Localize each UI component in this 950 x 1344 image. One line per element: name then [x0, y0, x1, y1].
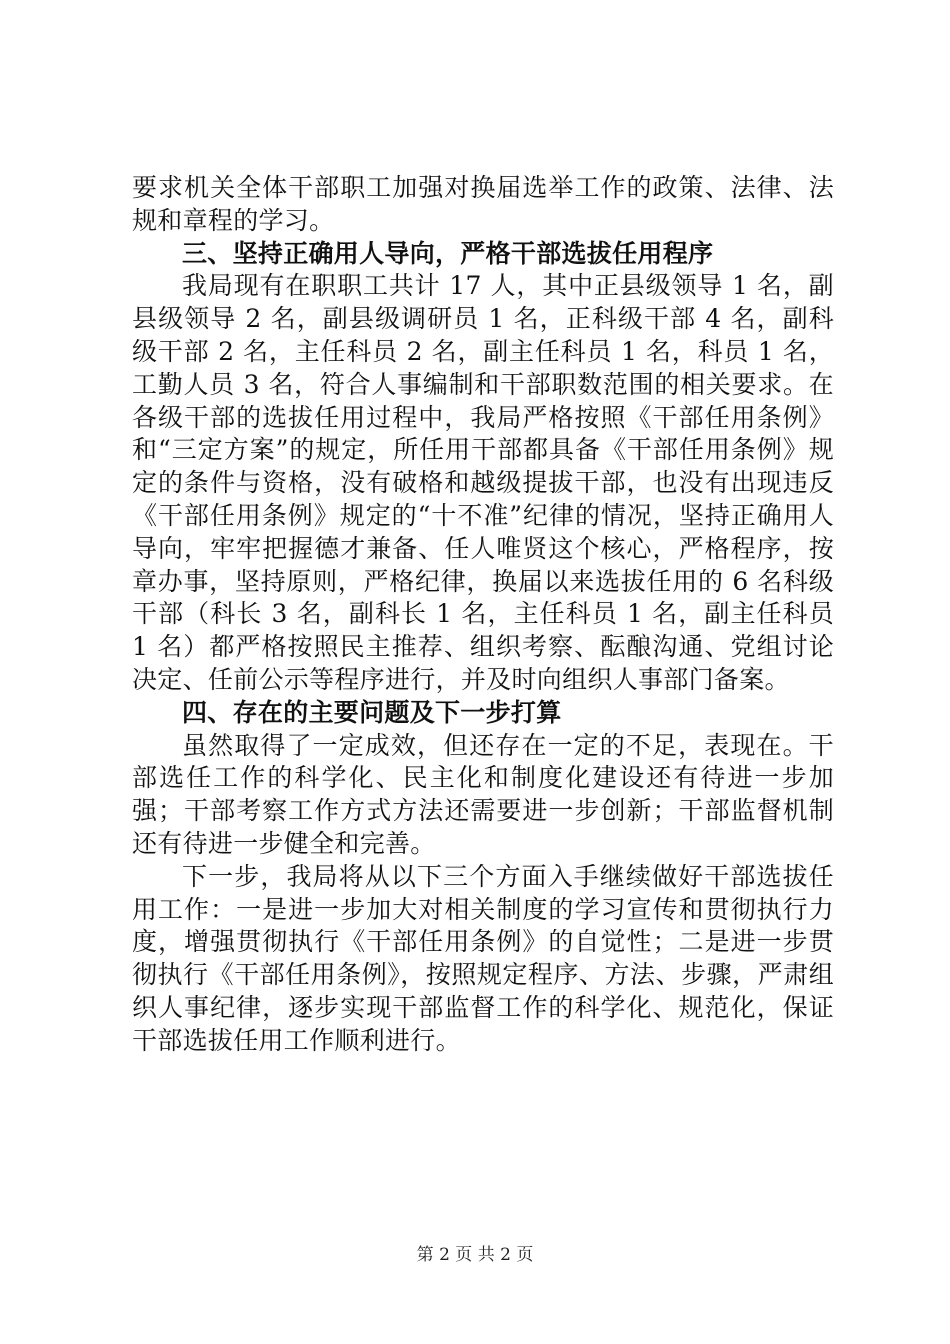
section-heading-3: 三、坚持正确用人导向，严格干部选拔任用程序: [182, 238, 714, 268]
paragraph-next-steps: 下一步，我局将从以下三个方面入手继续做好干部选拔任用工作：一是进一步加大对相关制度的学习宣传和贯彻执行力度，增强贯彻执行《干部任用条例》的自觉性；二是进一步贯彻执行《干部任用条例》，按照规定程序、方法、步骤，严肃组织人事纪律，逐步实现干部监督工作的科学化、规范化，保证干部选拔任用工作顺利进行。: [132, 861, 834, 1055]
document-body: [132, 172, 834, 1058]
section-heading-4: 四、存在的主要问题及下一步打算: [182, 697, 562, 727]
paragraph-staffing: 我局现有在职职工共计 17 人，其中正县级领导 1 名，副县级领导 2 名，副县级调研员 1 名，正科级干部 4 名，副科级干部 2 名，主任科员 2 名，副主任科员 1 名，科员 1 名，工勤人员 3 名，符合人事编制和干部职数范围的相关要求。在各级干部的选拔任用过程中，我局严格按照《干部任用条例》和“三定方案”的规定，所任用干部都具备《干部任用条例》规定的条件与资格，没有破格和越级提拔干部，也没有出现违反《干部任用条例》规定的“十不准”纪律的情况，坚持正确用人导向，牢牢把握德才兼备、任人唯贤这个核心，严格程序，按章办事，坚持原则，严格纪律，换届以来选拔任用的 6 名科级干部（科长 3 名，副科长 1 名，主任科员 1 名，副主任科员 1 名）都严格按照民主推荐、组织考察、酝酿沟通、党组讨论决定、任前公示等程序进行，并及时向组织人事部门备案。: [132, 271, 834, 694]
page-footer: [0, 1244, 950, 1266]
page-number-label: 第 2 页 共 2 页: [416, 1245, 534, 1265]
paragraph-problems: 虽然取得了一定成效，但还存在一定的不足，表现在。干部选任工作的科学化、民主化和制度化建设还有待进一步加强；干部考察工作方式方法还需要进一步创新；干部监督机制还有待进一步健全和完善。: [132, 730, 834, 858]
paragraph-continuation: 要求机关全体干部职工加强对换届选举工作的政策、法律、法规和章程的学习。: [132, 173, 834, 235]
